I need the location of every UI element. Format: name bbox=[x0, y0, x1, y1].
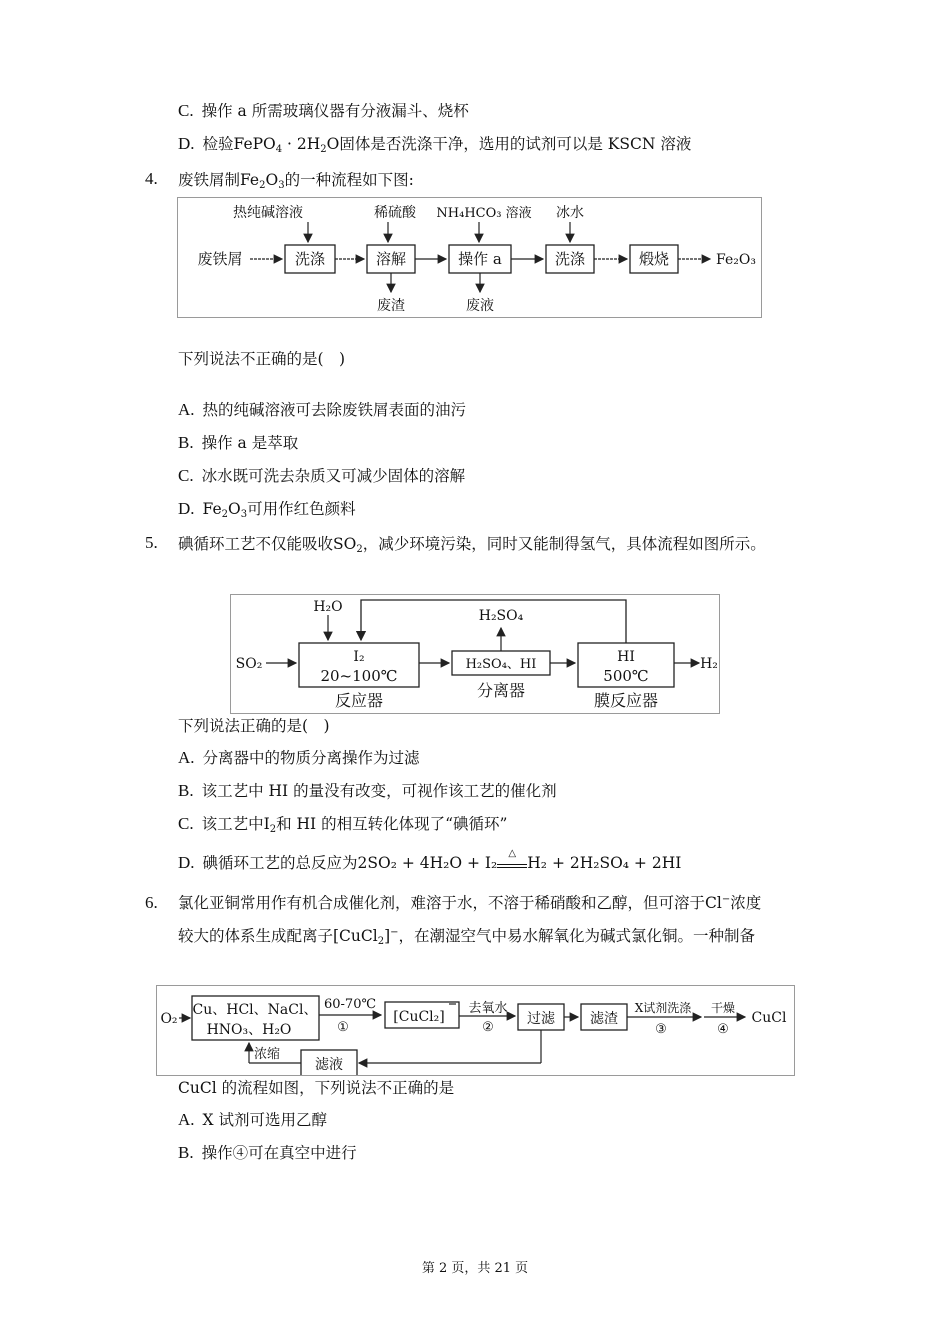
q5-equation-condition: △ bbox=[497, 856, 527, 868]
q5-option-c: C. 该工艺中$I_2$和 HI 的相互转化体现了“碘循环” bbox=[178, 814, 508, 835]
q6-line1: 氯化亚铜常用作有机合成催化剂，难溶于水，不溶于稀硝酸和乙醇，但可溶于Cl−浓度 bbox=[178, 894, 762, 912]
q5-option-b: B. 该工艺中 HI 的量没有改变，可视作该工艺的催化剂 bbox=[178, 781, 557, 800]
svg-text:②: ② bbox=[482, 1020, 494, 1035]
q5-equation-rhs: H₂ + 2H₂SO₄ + 2HI bbox=[527, 854, 682, 872]
svg-text:滤液: 滤液 bbox=[315, 1057, 343, 1073]
q5-option-d: D. 碘循环工艺的总反应为2SO₂ + 4H₂O + I₂ △ H₂ + 2H₂SO₄ + 2HI bbox=[178, 848, 682, 872]
q4-option-c: C. 冰水既可洗去杂质又可减少固体的溶解 bbox=[178, 466, 466, 485]
q6-concentrate: 浓缩 bbox=[253, 1047, 281, 1062]
svg-text:①: ① bbox=[337, 1020, 349, 1035]
q6-flow-diagram bbox=[156, 985, 795, 1076]
q5-product-h2: H₂ bbox=[700, 656, 718, 672]
svg-text:溶解: 溶解 bbox=[375, 250, 407, 268]
q4-stem: 废铁屑制$Fe_2O_3$的一种流程如下图: bbox=[178, 171, 414, 191]
svg-text:I₂: I₂ bbox=[353, 649, 365, 665]
svg-text:20~100℃: 20~100℃ bbox=[320, 667, 398, 685]
svg-text:洗涤: 洗涤 bbox=[294, 250, 326, 268]
q5-input-so2: SO₂ bbox=[235, 656, 263, 672]
svg-text:[CuCl₂]: [CuCl₂] bbox=[393, 1009, 445, 1025]
svg-text:HI: HI bbox=[617, 649, 635, 665]
q5-equation-lhs: 2SO₂ + 4H₂O + I₂ bbox=[357, 854, 498, 872]
q5-water-input: H₂O bbox=[313, 599, 343, 615]
svg-text:④: ④ bbox=[717, 1022, 729, 1037]
q4-option-a: A. 热的纯碱溶液可去除废铁屑表面的油污 bbox=[178, 400, 467, 419]
svg-text:滤渣: 滤渣 bbox=[590, 1011, 618, 1027]
svg-text:Cu、HCl、NaCl、: Cu、HCl、NaCl、 bbox=[192, 1002, 318, 1018]
q6-option-b: B. 操作④可在真空中进行 bbox=[178, 1143, 357, 1162]
q3-option-c: C. 操作 a 所需玻璃仪器有分液漏斗、烧杯 bbox=[178, 101, 469, 120]
q4-reagent-ice-water: 冰水 bbox=[556, 205, 584, 221]
q3-option-c-text: 操作 a 所需玻璃仪器有分液漏斗、烧杯 bbox=[201, 102, 469, 120]
q4-output-waste-liquid: 废液 bbox=[466, 298, 494, 314]
q5-separator-name: 分离器 bbox=[476, 681, 526, 700]
q5-question: 下列说法正确的是( ) bbox=[178, 717, 330, 735]
q4-product-fe2o3: Fe₂O₃ bbox=[716, 252, 756, 268]
q5-stem: 碘循环工艺不仅能吸收$SO_2$，减少环境污染，同时又能制得氢气，具体流程如图所示。 bbox=[178, 535, 766, 555]
q4-reagent-h2so4: 稀硫酸 bbox=[374, 205, 416, 221]
q4-option-b: B. 操作 a 是萃取 bbox=[178, 433, 299, 452]
svg-text:煅烧: 煅烧 bbox=[638, 250, 670, 268]
q3-option-d: D. 检验FePO$_4$ · $2H_2O$固体是否洗涤干净，选用的试剂可以是 KSCN 溶液 bbox=[178, 134, 692, 155]
svg-text:500℃: 500℃ bbox=[603, 667, 649, 685]
svg-text:③: ③ bbox=[655, 1022, 667, 1037]
q5-separator-output: H₂SO₄ bbox=[478, 608, 524, 624]
q4-number: 4. bbox=[145, 169, 158, 188]
q6-step2: 去氧水 bbox=[468, 1001, 508, 1016]
q4-input-scrap-iron: 废铁屑 bbox=[197, 250, 243, 268]
q5-flow-diagram bbox=[230, 594, 720, 714]
q6-flow-svg bbox=[157, 986, 794, 1075]
q4-flow-svg bbox=[178, 198, 761, 317]
q5-reactor-name: 反应器 bbox=[334, 691, 384, 710]
svg-text:过滤: 过滤 bbox=[527, 1011, 555, 1027]
q6-step1: 60-70℃ bbox=[323, 997, 377, 1012]
q4-option-d: D. $Fe_2O_3$可用作红色颜料 bbox=[178, 499, 356, 520]
q6-step3: X试剂洗涤 bbox=[634, 1001, 692, 1015]
q5-number: 5. bbox=[145, 533, 158, 552]
svg-text:HNO₃、H₂O: HNO₃、H₂O bbox=[206, 1022, 292, 1038]
q6-input-o2: O₂ bbox=[160, 1011, 178, 1027]
page-footer: 第 2 页，共 21 页 bbox=[421, 1261, 529, 1276]
q4-reagent-nh4hco3: NH₄HCO₃ 溶液 bbox=[436, 206, 532, 221]
q6-number: 6. bbox=[145, 893, 158, 912]
q5-membrane-name: 膜反应器 bbox=[593, 691, 659, 710]
svg-text:操作 a: 操作 a bbox=[458, 250, 502, 268]
q4-reagent-hot-soda: 热纯碱溶液 bbox=[233, 205, 303, 221]
q6-line3: CuCl 的流程如图，下列说法不正确的是 bbox=[178, 1079, 455, 1097]
q4-question: 下列说法不正确的是( ) bbox=[178, 350, 346, 368]
q6-product-cucl: CuCl bbox=[751, 1010, 787, 1026]
q4-output-residue: 废渣 bbox=[377, 298, 405, 314]
q6-option-a: A. X 试剂可选用乙醇 bbox=[178, 1110, 327, 1129]
q6-step4: 干燥 bbox=[710, 1001, 736, 1015]
q6-line2: 较大的体系生成配离子[CuCl$_2$]−，在潮湿空气中易水解氧化为碱式氯化铜。一种制备 bbox=[178, 927, 756, 947]
svg-text:洗涤: 洗涤 bbox=[554, 250, 586, 268]
q5-flow-svg bbox=[231, 595, 719, 713]
q4-flow-diagram bbox=[177, 197, 762, 318]
q5-option-a: A. 分离器中的物质分离操作为过滤 bbox=[178, 748, 420, 767]
svg-text:H₂SO₄、HI: H₂SO₄、HI bbox=[465, 657, 537, 672]
